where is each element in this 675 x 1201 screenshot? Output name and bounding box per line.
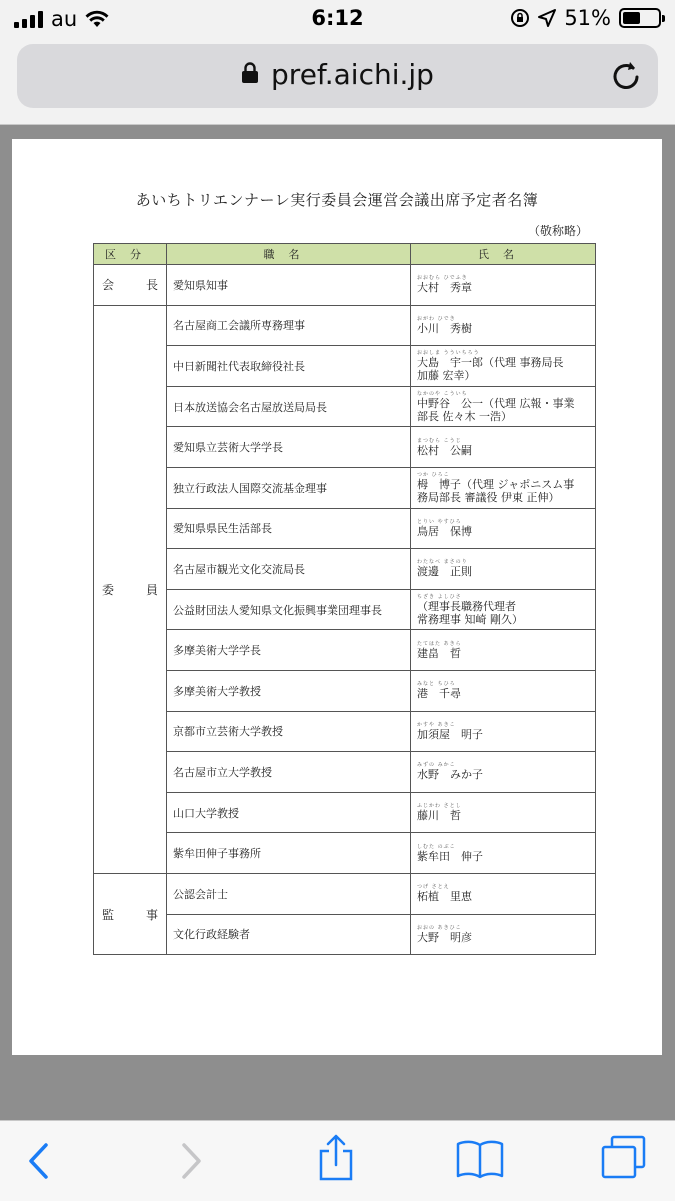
category-char: 会 — [102, 278, 115, 293]
person-name: 港 千尋 — [417, 687, 461, 701]
header-name: 氏名 — [411, 244, 596, 265]
name-reading: まつむら こうじ — [417, 437, 462, 444]
status-right — [510, 6, 661, 30]
lock-icon — [241, 62, 259, 84]
name-reading: かすや あきこ — [417, 721, 456, 728]
table-row — [94, 711, 596, 752]
name-reading: つげ さとえ — [417, 884, 450, 891]
name-cell — [411, 670, 596, 711]
position-cell: 公認会計士 — [167, 873, 411, 914]
name-reading: ちざき よしひさ — [417, 593, 462, 600]
person-name: 紫牟田 伸子 — [417, 849, 483, 863]
header-position: 職名 — [167, 244, 411, 265]
name-cell — [411, 305, 596, 346]
tabs-icon[interactable] — [600, 1135, 648, 1181]
person-name: 大島 宇一郎（代理 事務局長 加藤 宏幸） — [417, 355, 564, 382]
name-reading: しむた のぶこ — [417, 843, 456, 850]
name-reading: おおしま うういちろう — [417, 349, 480, 356]
position-cell: 愛知県立芸術大学学長 — [167, 427, 411, 468]
name-reading: おがわ ひでき — [417, 315, 456, 322]
header-category: 区分 — [94, 244, 167, 265]
table-row — [94, 833, 596, 874]
category-char: 長 — [145, 278, 158, 293]
position-cell: 紫牟田伸子事務所 — [167, 833, 411, 874]
category-cell — [94, 873, 167, 954]
name-cell — [411, 265, 596, 306]
name-reading: たてはた あきら — [417, 640, 462, 647]
person-name: 大野 明彦 — [417, 930, 472, 944]
name-reading: わたなべ まさのり — [417, 559, 468, 566]
category-char: 監 — [102, 907, 115, 922]
person-name: 水野 みか子 — [417, 768, 483, 782]
position-cell: 中日新聞社代表取締役社長 — [167, 346, 411, 387]
position-cell: 日本放送協会名古屋放送局局長 — [167, 386, 411, 427]
name-cell — [411, 549, 596, 590]
clock: 6:12 — [311, 6, 364, 30]
url-text: pref.aichi.jp — [271, 58, 434, 91]
person-name: 中野谷 公一（代理 広報・事業 部長 佐々木 一浩） — [417, 396, 575, 423]
person-name: 松村 公嗣 — [417, 443, 472, 457]
orientation-lock-icon — [510, 8, 530, 28]
table-row — [94, 386, 596, 427]
document-title: あいちトリエンナーレ実行委員会運営会議出席予定者名簿 — [135, 191, 539, 209]
url-display[interactable] — [17, 58, 658, 91]
forward-icon[interactable] — [178, 1141, 204, 1181]
position-cell: 山口大学教授 — [167, 792, 411, 833]
category-label — [100, 276, 160, 293]
position-cell: 愛知県県民生活部長 — [167, 508, 411, 549]
page-viewport[interactable] — [0, 125, 675, 1120]
table-row — [94, 346, 596, 387]
location-icon — [538, 9, 556, 27]
table-row — [94, 508, 596, 549]
document-page — [12, 139, 662, 1055]
category-char: 員 — [145, 582, 158, 597]
table-row — [94, 752, 596, 793]
reload-icon[interactable] — [610, 58, 642, 92]
name-cell — [411, 914, 596, 955]
person-name: （理事長職務代理者 常務理事 知崎 剛久） — [417, 599, 523, 626]
position-cell: 文化行政経験者 — [167, 914, 411, 955]
name-cell — [411, 386, 596, 427]
name-cell — [411, 427, 596, 468]
category-label — [100, 906, 160, 923]
position-cell: 名古屋商工会議所専務理事 — [167, 305, 411, 346]
person-name: 小川 秀樹 — [417, 321, 472, 335]
category-char: 事 — [145, 907, 158, 922]
person-name: 藤川 哲 — [417, 809, 461, 823]
position-cell: 京都市立芸術大学教授 — [167, 711, 411, 752]
table-row — [94, 305, 596, 346]
person-name: 柘植 里恵 — [417, 890, 472, 904]
table-row — [94, 589, 596, 630]
name-cell — [411, 752, 596, 793]
attendee-table-body — [94, 244, 596, 955]
table-row — [94, 630, 596, 671]
bottom-toolbar — [0, 1120, 675, 1201]
category-cell — [94, 305, 167, 873]
person-name: 建畠 晢 — [417, 646, 461, 660]
position-cell: 名古屋市観光文化交流局長 — [167, 549, 411, 590]
name-reading: みずの みかこ — [417, 762, 456, 769]
person-name: 大村 秀章 — [417, 281, 472, 295]
name-cell — [411, 833, 596, 874]
url-field[interactable] — [17, 44, 658, 108]
name-cell — [411, 873, 596, 914]
name-reading: おおの あきひこ — [417, 924, 462, 931]
position-cell: 愛知県知事 — [167, 265, 411, 306]
share-icon[interactable] — [318, 1133, 354, 1181]
position-cell: 公益財団法人愛知県文化振興事業団理事長 — [167, 589, 411, 630]
position-cell: 多摩美術大学学長 — [167, 630, 411, 671]
bookmarks-icon[interactable] — [456, 1139, 504, 1179]
battery-icon — [619, 8, 661, 28]
name-reading: つか ひろこ — [417, 471, 450, 478]
name-reading: なかのや こういち — [417, 390, 468, 397]
address-bar — [0, 36, 675, 125]
position-cell: 多摩美術大学教授 — [167, 670, 411, 711]
table-row — [94, 670, 596, 711]
table-header-row — [94, 244, 596, 265]
name-cell — [411, 508, 596, 549]
name-reading: おおむら ひでふき — [417, 275, 468, 282]
name-reading: みなと ちひろ — [417, 681, 456, 688]
category-label — [100, 581, 160, 598]
table-row — [94, 427, 596, 468]
battery-percent: 51% — [564, 6, 611, 30]
table-row — [94, 873, 596, 914]
person-name: 渡邊 正則 — [417, 565, 472, 579]
honorific-note: （敬称略） — [527, 224, 588, 238]
name-cell — [411, 346, 596, 387]
back-icon[interactable] — [26, 1141, 52, 1181]
battery-level — [623, 12, 640, 24]
table-row — [94, 265, 596, 306]
name-cell — [411, 630, 596, 671]
carrier-label: au — [51, 7, 78, 31]
person-name: 加須屋 明子 — [417, 727, 483, 741]
person-name: 鳥居 保博 — [417, 524, 472, 538]
category-cell — [94, 265, 167, 306]
name-cell — [411, 467, 596, 508]
category-char: 委 — [102, 582, 115, 597]
table-row — [94, 467, 596, 508]
name-cell — [411, 589, 596, 630]
name-cell — [411, 711, 596, 752]
attendee-table — [93, 243, 596, 955]
position-cell: 独立行政法人国際交流基金理事 — [167, 467, 411, 508]
name-cell — [411, 792, 596, 833]
name-reading: とりい やすひろ — [417, 518, 462, 525]
status-bar — [0, 0, 675, 36]
person-name: 栂 博子（代理 ジャポニスム事 務局部長 審議役 伊東 正伸） — [417, 477, 575, 504]
position-cell: 名古屋市立大学教授 — [167, 752, 411, 793]
name-reading: ふじかわ さとし — [417, 803, 462, 810]
table-row — [94, 792, 596, 833]
table-row — [94, 549, 596, 590]
table-row — [94, 914, 596, 955]
